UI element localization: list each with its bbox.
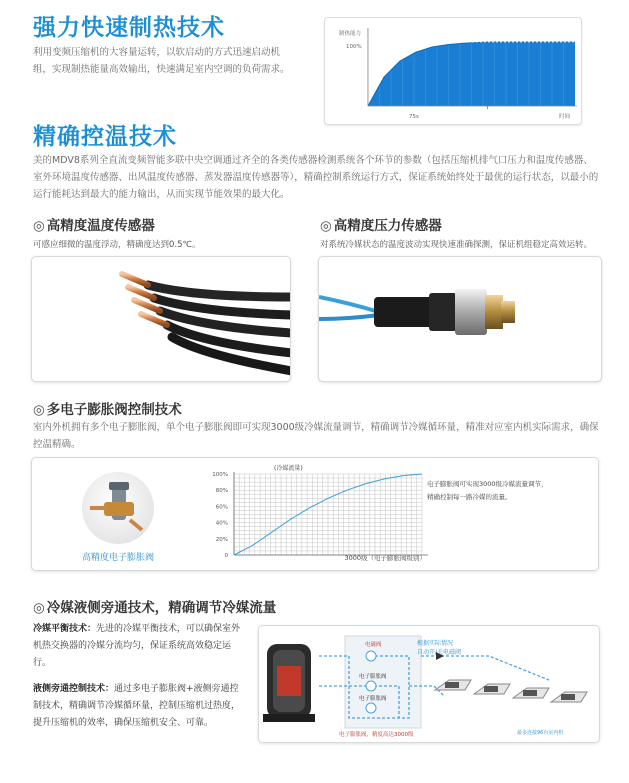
eev-chart-xlabel: 3000级（电子膨胀阀级别）: [344, 554, 426, 562]
heating-capacity-chart: [325, 18, 581, 124]
eev-chart-card: [31, 457, 599, 571]
indoor-units-note: 最多连接96台室内机: [517, 730, 564, 736]
bypass-note-1: 根据实际情况: [417, 640, 454, 647]
eev-y-tick-label: 0: [224, 553, 228, 559]
eev-description: 室内外机拥有多个电子膨胀阀，单个电子膨胀阀即可实现3000级冷媒流量调节，精确调节冷媒循环量，精准对应室内机实际需求，确保控温精确。: [33, 422, 599, 450]
bypass-system-diagram: [259, 626, 599, 742]
bypass-control-paragraph: [33, 681, 243, 732]
bypass-control-label: 液侧旁通控制技术：: [33, 684, 115, 694]
temperature-sensor-cables-image: [32, 257, 290, 381]
heating-chart-xlabel: 时间: [559, 114, 571, 120]
eev-title: ◎ 多电子膨胀阀控制技术: [33, 402, 182, 418]
bypass-diagram-card: [258, 625, 600, 743]
ring-icon: ◎: [320, 218, 332, 234]
compressor-image: [263, 644, 315, 722]
temp-sensor-title: ◎ 高精度温度传感器: [33, 218, 155, 234]
eev-label-1: 电子膨胀阀: [359, 674, 387, 680]
temp-control-description: 美的MDV8系列全直流变频智能多联中央空调通过齐全的各类传感器检测系统各个环节的参数（包括压缩机排气口压力和温度传感器、室外环境温度传感器、出风温度传感器、蒸发器温度传感器等），精确控制系统运行方式，保证系统始终处于最优的运行状态，以最小的运行能耗达到最大的能力输出，从而实现节能效果的最大化。: [33, 155, 599, 200]
eev-note: [427, 478, 548, 504]
temp-sensor-image-card: [31, 256, 291, 382]
eev-y-tick-label: 100%: [212, 472, 228, 478]
heating-chart-xtick: 75s: [409, 114, 419, 120]
eev-y-tick-label: 60%: [215, 504, 228, 511]
eev-valve-image: [82, 472, 154, 544]
bypass-note-2: 自动开/关电磁阀: [417, 649, 462, 656]
eev-note-line2: 精确控制每一路冷媒的流量。: [427, 493, 512, 501]
temp-sensor-desc: 可感应细微的温度浮动，精确度达到0.5℃。: [33, 240, 201, 250]
eev-y-tick-label: 40%: [215, 520, 228, 527]
eev-precision-label: 电子膨胀阀，精度高达3000级: [339, 732, 414, 738]
heating-description: 利用变频压缩机的大容量运转，以软启动的方式迅速启动机组，实现制热能量高效输出，快速满足室内空调的负荷需求。: [33, 47, 290, 75]
eev-y-tick-label: 20%: [215, 536, 228, 543]
refrigerant-balance-text: 先进的冷媒平衡技术，可以确保室外机热交换器的冷媒分流均匀，保证系统高效稳定运行。: [33, 624, 241, 668]
eev-note-line1: 电子膨胀阀可实现3000级冷媒流量调节，: [427, 480, 548, 488]
heating-chart-ylabel: 制热能力: [339, 31, 362, 37]
pressure-sensor-title: ◎ 高精度压力传感器: [320, 218, 442, 234]
refrigerant-balance-paragraph: [33, 621, 243, 672]
eev-y-tick-label: 80%: [215, 488, 228, 495]
heating-chart-ytick: 100%: [346, 44, 362, 50]
pressure-sensor-desc: 对系统冷媒状态的温度波动实现快速准确探测，保证机组稳定高效运转。: [320, 240, 593, 250]
section-title-heating: 强力快速制热技术: [33, 15, 225, 41]
pressure-sensor-image-card: [318, 256, 602, 382]
ring-icon: ◎: [33, 218, 45, 234]
bypass-control-text: 通过多电子膨胀阀+液侧旁通控制技术，精确调节冷媒循环量，控制压缩机过热度，提升压缩机的效率，确保压缩机安全、可靠。: [33, 684, 241, 728]
heating-capacity-chart-card: [324, 17, 582, 125]
pressure-sensor-image: [319, 257, 601, 381]
bypass-title: ◎ 冷媒液侧旁通技术，精确调节冷媒流量: [33, 600, 277, 616]
ring-icon: ◎: [33, 402, 45, 418]
section-title-temp-control: 精确控温技术: [33, 124, 177, 150]
indoor-unit-icons: [435, 680, 587, 702]
refrigerant-flow-chart: [194, 458, 444, 570]
eev-image-caption: 高精度电子膨胀阀: [82, 553, 155, 563]
refrigerant-balance-label: 冷媒平衡技术：: [33, 624, 97, 634]
eev-chart-title: (冷媒流量): [274, 465, 303, 472]
eev-label-2: 电子膨胀阀: [359, 696, 387, 702]
ring-icon: ◎: [33, 600, 45, 616]
solenoid-valve-label: 电磁阀: [365, 642, 382, 648]
